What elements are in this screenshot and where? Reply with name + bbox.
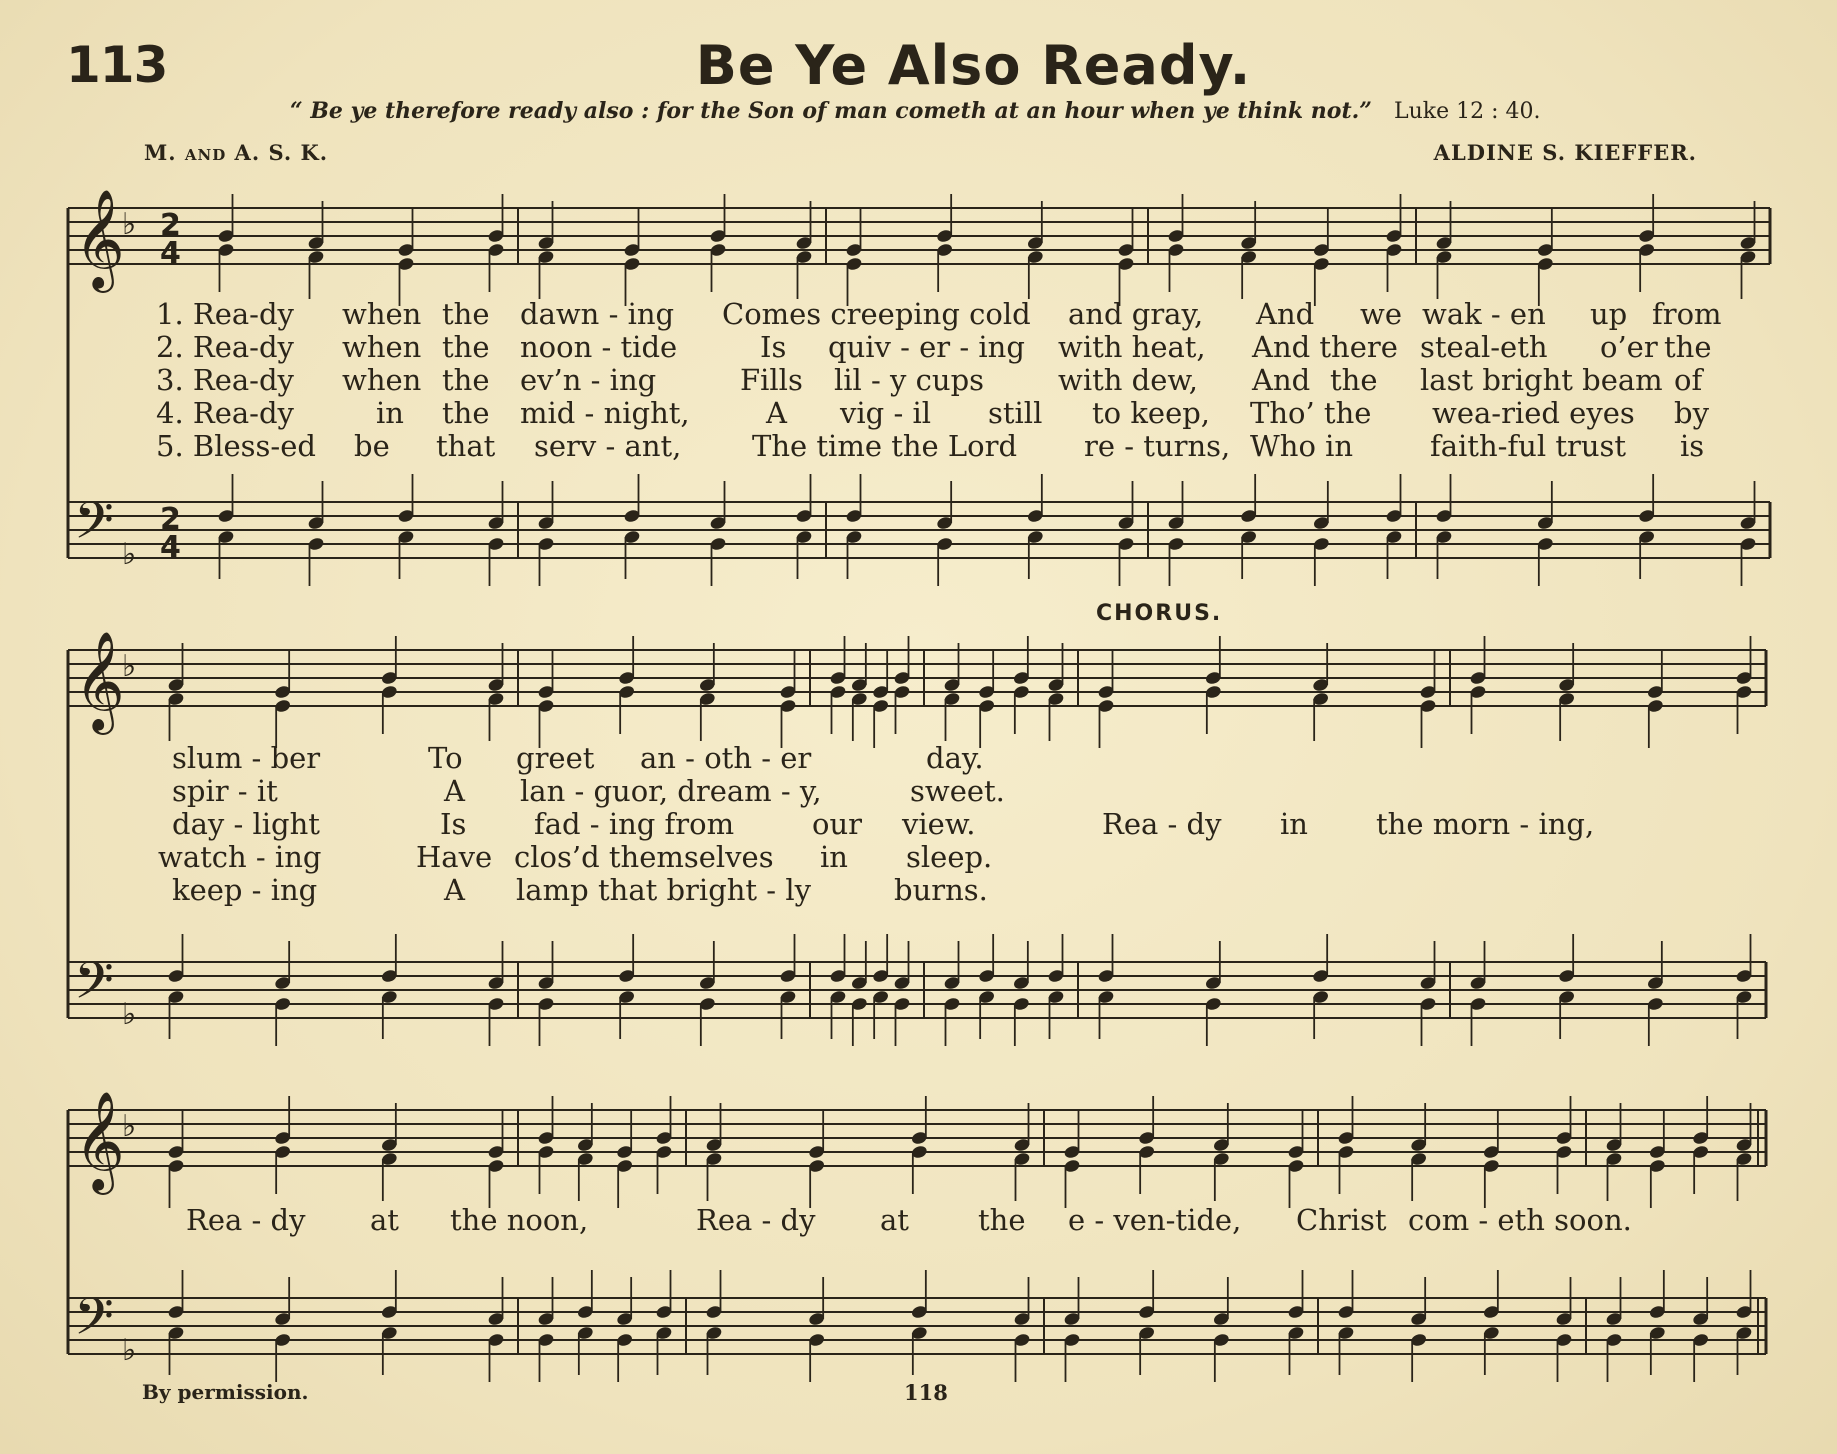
lyric-word: Comes creeping cold	[722, 297, 1031, 331]
lyric-word: the morn - ing,	[1376, 807, 1595, 841]
flat-icon: ♭	[122, 649, 137, 684]
lyric-word: e - ven-tide,	[1068, 1203, 1242, 1237]
lyric-word: A	[444, 873, 465, 907]
epigraph-reference: Luke 12 : 40.	[1393, 99, 1541, 124]
lyric-word: up	[1590, 297, 1628, 331]
lyric-word: lamp	[516, 873, 589, 907]
lyric-word: The time the Lord	[752, 429, 1018, 463]
hymn-title-text: Be Ye Also Ready.	[695, 34, 1252, 97]
lyric-word: at	[880, 1203, 909, 1237]
lyrics-system-2	[0, 742, 1837, 912]
lyric-word: in	[1280, 807, 1308, 841]
lyrics-system-1	[0, 298, 1837, 468]
lyric-word: Rea - dy	[186, 1203, 306, 1237]
lyric-word: Christ	[1296, 1203, 1387, 1237]
time-signature-bottom: 4	[160, 236, 181, 271]
lyric-word: of	[1674, 363, 1703, 397]
time-signature-top: 2	[160, 502, 181, 537]
lyric-word: o’er	[1600, 330, 1658, 364]
lyric-word: 3. Rea-dy	[156, 363, 294, 397]
lyric-word: Who in	[1250, 429, 1354, 463]
lyric-word: 4. Rea-dy	[156, 396, 294, 430]
time-signature-bottom: 4	[160, 530, 181, 565]
lyric-word: the	[1330, 363, 1378, 397]
hymn-number: 113	[66, 36, 168, 94]
lyric-word: in	[376, 396, 404, 430]
lyric-word: 2. Rea-dy	[156, 330, 294, 364]
bass-clef-icon: 𝄢	[74, 1286, 114, 1359]
lyric-word: the	[442, 396, 490, 430]
bass-clef-icon: 𝄢	[74, 950, 114, 1023]
lyric-word: when	[342, 297, 422, 331]
lyric-word: A	[766, 396, 787, 430]
lyric-word: And there	[1252, 330, 1398, 364]
lyric-word: that bright - ly	[598, 873, 811, 907]
flat-icon: ♭	[122, 997, 137, 1032]
flat-icon: ♭	[122, 537, 137, 572]
lyric-word: last bright beam	[1420, 363, 1663, 397]
lyric-word: burns.	[894, 873, 988, 907]
lyric-word: quiv - er - ing	[828, 330, 1025, 364]
lyric-word: noon - tide	[520, 330, 678, 364]
lyric-word: sleep.	[906, 840, 993, 874]
lyric-word: when	[342, 363, 422, 397]
page-number: 118	[904, 1380, 948, 1405]
lyric-word: with heat,	[1058, 330, 1206, 364]
lyric-word: the	[442, 363, 490, 397]
lyric-word: the noon,	[450, 1203, 589, 1237]
flat-icon: ♭	[122, 207, 137, 242]
lyric-word: Have	[416, 840, 493, 874]
lyric-word: day - light	[172, 807, 320, 841]
lyric-word: still	[988, 396, 1043, 430]
lyric-word: Rea - dy	[696, 1203, 816, 1237]
music-credit: ALDINE S. KIEFFER.	[1433, 140, 1697, 165]
epigraph-quote: “ Be ye therefore ready also : for the Son of man cometh at an hour when ye think not.”	[290, 98, 1372, 124]
lyric-word: A	[444, 774, 465, 808]
lyric-word: the	[442, 330, 490, 364]
lyric-word: re - turns,	[1084, 429, 1231, 463]
lyric-word: we	[1360, 297, 1402, 331]
lyric-word: Tho’ the	[1250, 396, 1372, 430]
lyric-word: Rea - dy	[1102, 807, 1222, 841]
lyric-word: keep - ing	[172, 873, 318, 907]
treble-clef-icon: 𝄞	[74, 189, 125, 289]
lyric-word: be	[354, 429, 390, 463]
lyric-word: is	[1680, 429, 1705, 463]
words-credit: M. and A. S. K.	[144, 140, 329, 165]
lyric-word: from	[1652, 297, 1722, 331]
lyric-word: wea-ried eyes	[1432, 396, 1635, 430]
lyric-word: spir - it	[172, 774, 278, 808]
lyric-word: vig - il	[840, 396, 932, 430]
flat-icon: ♭	[122, 1333, 137, 1368]
treble-clef-icon: 𝄞	[74, 1091, 125, 1191]
lyric-word: slum - ber	[172, 741, 321, 775]
lyric-word: 1. Rea-dy	[156, 297, 294, 331]
treble-clef-icon: 𝄞	[74, 631, 125, 731]
lyric-word: ev’n - ing	[520, 363, 657, 397]
lyric-word: to keep,	[1092, 396, 1211, 430]
lyric-word: fad - ing from	[534, 807, 735, 841]
lyric-word: watch - ing	[158, 840, 322, 874]
lyric-word: sweet.	[910, 774, 1005, 808]
lyric-word: greet	[516, 741, 595, 775]
lyric-word: Is	[760, 330, 787, 364]
lyric-word: at	[370, 1203, 399, 1237]
lyric-word: steal-eth	[1420, 330, 1548, 364]
lyric-word: lan - guor, dream - y,	[520, 774, 822, 808]
lyric-word: with dew,	[1058, 363, 1198, 397]
lyric-word: the	[442, 297, 490, 331]
lyric-word: wak - en	[1422, 297, 1546, 331]
flat-icon: ♭	[122, 1109, 137, 1144]
lyric-word: clos’d themselves	[514, 840, 774, 874]
lyric-word: Fills	[740, 363, 803, 397]
lyric-word: mid - night,	[520, 396, 690, 430]
lyric-word: And	[1256, 297, 1315, 331]
lyric-word: and gray,	[1068, 297, 1204, 331]
bass-clef-icon: 𝄢	[74, 490, 114, 563]
lyric-word: To	[428, 741, 463, 775]
lyric-word: serv - ant,	[534, 429, 682, 463]
lyric-word: the	[978, 1203, 1026, 1237]
lyric-word: an - oth - er	[640, 741, 812, 775]
time-signature-top: 2	[160, 208, 181, 243]
lyric-word: 5. Bless-ed	[156, 429, 316, 463]
lyric-word: that	[436, 429, 496, 463]
lyric-word: our	[812, 807, 862, 841]
lyric-word: lil - y cups	[834, 363, 985, 397]
lyric-word: And	[1252, 363, 1311, 397]
lyric-word: dawn - ing	[520, 297, 675, 331]
lyric-word: the	[1664, 330, 1712, 364]
lyrics-system-3	[0, 1204, 1837, 1244]
lyric-word: faith-ful trust	[1430, 429, 1627, 463]
lyric-word: view.	[902, 807, 976, 841]
lyric-word: in	[820, 840, 848, 874]
permission-note: By permission.	[142, 1380, 309, 1404]
lyric-word: by	[1674, 396, 1709, 430]
lyric-word: when	[342, 330, 422, 364]
lyric-word: Is	[440, 807, 467, 841]
lyric-word: com - eth soon.	[1408, 1203, 1632, 1237]
lyric-word: day.	[926, 741, 984, 775]
chorus-label: CHORUS.	[1096, 601, 1223, 626]
